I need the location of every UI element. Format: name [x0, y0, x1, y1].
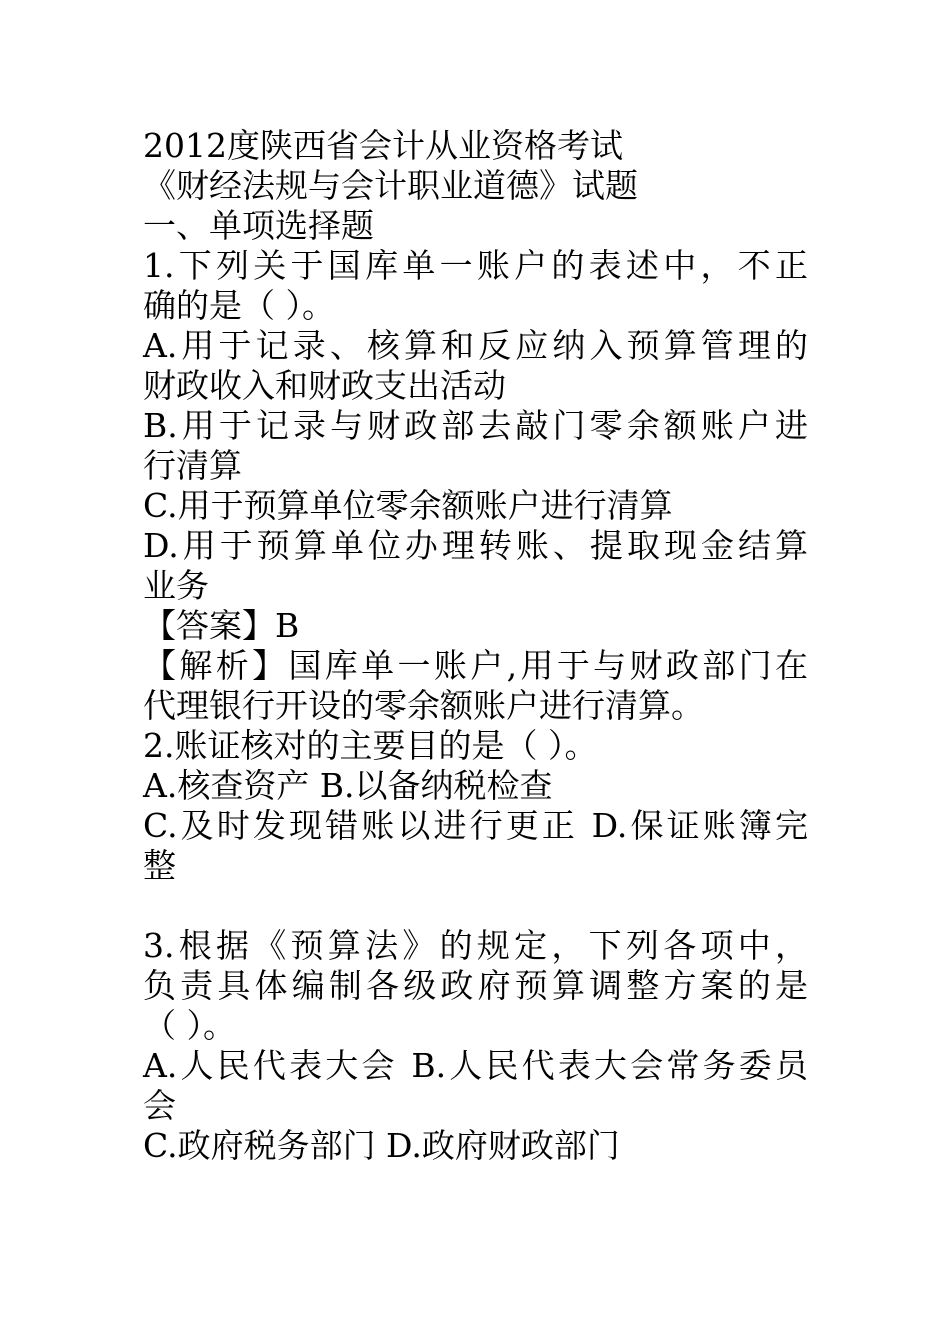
question-3-options-ab-cont: 会 [143, 1086, 176, 1125]
document-body [143, 126, 808, 1166]
question-3-options-cd: C.政府税务部门 D.政府财政部门 [143, 1126, 620, 1165]
question-1-option-a: A.用于记录、核算和反应纳入预算管理的 [143, 326, 808, 365]
question-1-stem: 1.下列关于国库单一账户的表述中，不正 [143, 246, 808, 285]
question-1-option-b-cont: 行清算 [143, 446, 242, 485]
question-1-option-d-cont: 业务 [143, 566, 209, 605]
question-3-options-ab: A.人民代表大会 B.人民代表大会常务委员 [143, 1046, 808, 1085]
section-heading: 一、单项选择题 [143, 206, 374, 245]
question-1-stem-cont: 确的是（ ）。 [143, 286, 335, 325]
question-3-stem: 3.根据《预算法》的规定，下列各项中， [143, 926, 808, 965]
question-2-options-cd: C.及时发现错账以进行更正 D.保证账簿完 [143, 806, 808, 845]
question-1-option-a-cont: 财政收入和财政支出活动 [143, 366, 506, 405]
blank-line [143, 886, 808, 926]
question-1-analysis: 【解析】国库单一账户,用于与财政部门在 [143, 646, 808, 685]
question-2-stem: 2.账证核对的主要目的是（ ）。 [143, 726, 598, 765]
question-1-option-b: B.用于记录与财政部去敲门零余额账户进 [143, 406, 808, 445]
question-2-options-cd-cont: 整 [143, 846, 176, 885]
question-3-stem-cont: 负责具体编制各级政府预算调整方案的是 [143, 966, 808, 1005]
document-subtitle: 《财经法规与会计职业道德》试题 [143, 166, 638, 205]
question-1-answer: 【答案】B [143, 606, 300, 645]
document-title: 2012度陕西省会计从业资格考试 [143, 126, 623, 165]
question-1-option-c: C.用于预算单位零余额账户进行清算 [143, 486, 673, 525]
question-2-options-ab: A.核查资产 B.以备纳税检查 [143, 766, 553, 805]
question-1-option-d: D.用于预算单位办理转账、提取现金结算 [143, 526, 808, 565]
question-3-stem-end: （ ）。 [143, 1006, 236, 1045]
question-1-analysis-cont: 代理银行开设的零余额账户进行清算。 [143, 686, 704, 725]
